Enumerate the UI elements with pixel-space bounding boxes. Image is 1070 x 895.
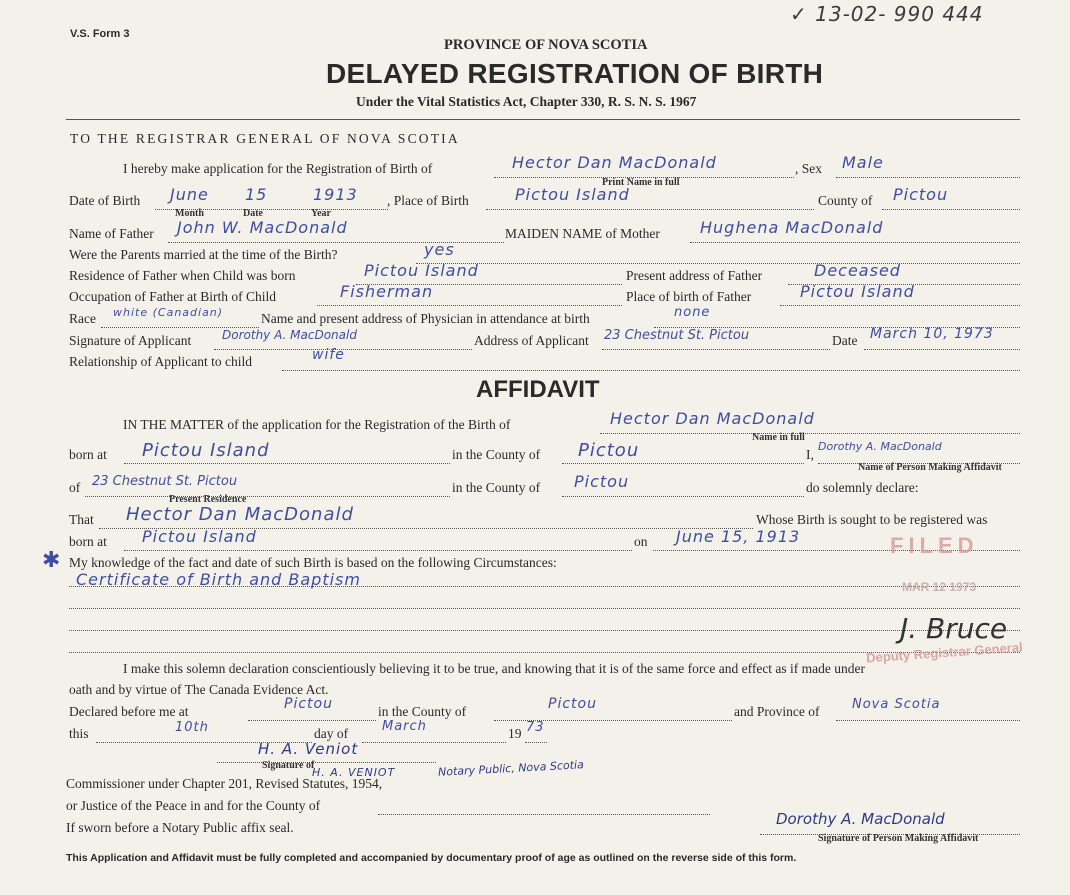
registrar-line: TO THE REGISTRAR GENERAL OF NOVA SCOTIA bbox=[70, 131, 460, 146]
mother-label: MAIDEN NAME of Mother bbox=[505, 226, 660, 241]
page-title: DELAYED REGISTRATION OF BIRTH bbox=[326, 58, 824, 89]
declare-label: do solemnly declare: bbox=[806, 480, 919, 495]
day-of-field[interactable]: March bbox=[382, 719, 427, 734]
sex-line bbox=[836, 177, 1020, 178]
circumstances-field[interactable]: Certificate of Birth and Baptism bbox=[76, 570, 361, 589]
child-name-field[interactable]: Hector Dan MacDonald bbox=[512, 153, 717, 172]
father-label: Name of Father bbox=[69, 226, 154, 241]
declaration-line-1: I make this solemn declaration conscientiously believing it to be true, and knowing that it is of the same force and effect as if made under bbox=[123, 661, 866, 676]
affidavit-county2-field[interactable]: Pictou bbox=[574, 472, 630, 491]
declared-county-label: in the County of bbox=[378, 704, 467, 719]
dob-month-field[interactable]: June bbox=[170, 185, 209, 204]
relationship-line bbox=[282, 370, 1020, 371]
form-number: V.S. Form 3 bbox=[70, 28, 130, 40]
affidavit-county-label: in the County of bbox=[452, 447, 541, 462]
on-field[interactable]: June 15, 1913 bbox=[676, 527, 801, 546]
month-caption: Month bbox=[175, 208, 204, 219]
declaration-line-2: oath and by virtue of The Canada Evidence Act. bbox=[69, 682, 329, 697]
affidavit-county-line bbox=[562, 463, 804, 464]
commissioner-signature-line bbox=[217, 762, 436, 763]
father-field[interactable]: John W. MacDonald bbox=[177, 218, 348, 237]
province-line bbox=[836, 720, 1020, 721]
residence-label: Residence of Father when Child was born bbox=[69, 268, 296, 283]
matter-label: IN THE MATTER of the application for the Registration of the Birth of bbox=[123, 417, 511, 432]
affiant-signature-caption: Signature of Person Making Affidavit bbox=[818, 833, 979, 844]
married-label: Were the Parents married at the time of the Birth? bbox=[69, 247, 338, 262]
born-at2-label: born at bbox=[69, 534, 107, 549]
page-subtitle: Under the Vital Statistics Act, Chapter 330, R. S. N. S. 1967 bbox=[356, 94, 697, 109]
deputy-stamp: Deputy Registrar General bbox=[865, 639, 1024, 666]
whose-birth-label: Whose Birth is sought to be registered was bbox=[756, 512, 988, 527]
relationship-field[interactable]: wife bbox=[312, 347, 345, 363]
place-line bbox=[486, 209, 814, 210]
i-label: I, bbox=[806, 447, 814, 462]
notary-seal-label: If sworn before a Notary Public affix seal. bbox=[66, 820, 294, 835]
justice-label: or Justice of the Peace in and for the County of bbox=[66, 798, 321, 813]
application-date-line bbox=[864, 349, 1020, 350]
filed-date-stamp: MAR 12 1973 bbox=[902, 580, 977, 594]
affiant-name-field[interactable]: Dorothy A. MacDonald bbox=[818, 440, 942, 453]
commissioner-signature: H. A. Veniot bbox=[258, 740, 359, 758]
residence-field[interactable]: Pictou Island bbox=[364, 261, 479, 280]
of-label: of bbox=[69, 480, 81, 495]
on-label: on bbox=[634, 534, 648, 549]
married-line bbox=[416, 263, 1020, 264]
day-of-label: day of bbox=[314, 726, 349, 741]
year-caption: Year bbox=[311, 208, 331, 219]
day-of-line bbox=[362, 742, 506, 743]
declared-label: Declared before me at bbox=[69, 704, 189, 719]
married-field[interactable]: yes bbox=[424, 240, 455, 259]
affidavit-county-field[interactable]: Pictou bbox=[578, 440, 640, 461]
intro-label: I hereby make application for the Registration of Birth of bbox=[123, 161, 433, 176]
header-note: ✓ 13-02- 990 444 bbox=[790, 2, 984, 26]
county-field[interactable]: Pictou bbox=[893, 185, 949, 204]
dob-label: Date of Birth bbox=[69, 193, 141, 208]
born-at2-line bbox=[124, 550, 632, 551]
that-label: That bbox=[69, 512, 94, 527]
present-residence-caption: Present Residence bbox=[169, 494, 247, 505]
declared-line bbox=[248, 720, 376, 721]
affidavit-heading: AFFIDAVIT bbox=[476, 376, 600, 403]
province-heading: PROVINCE OF NOVA SCOTIA bbox=[444, 37, 648, 53]
affiant-caption: Name of Person Making Affidavit bbox=[858, 462, 1002, 473]
name-in-full-caption: Name in full bbox=[752, 432, 805, 443]
commissioner-label: Commissioner under Chapter 201, Revised Statutes, 1954, bbox=[66, 776, 383, 791]
born-at2-field[interactable]: Pictou Island bbox=[142, 527, 257, 546]
place-of-birth-field[interactable]: Pictou Island bbox=[515, 185, 630, 204]
race-label: Race bbox=[69, 311, 96, 326]
affiant-signature: Dorothy A. MacDonald bbox=[776, 810, 945, 828]
affidavit-residence-field[interactable]: 23 Chestnut St. Pictou bbox=[92, 474, 238, 489]
affidavit-county2-label: in the County of bbox=[452, 480, 541, 495]
applicant-address-field[interactable]: 23 Chestnut St. Pictou bbox=[604, 328, 750, 343]
knowledge-label: My knowledge of the fact and date of such Birth is based on the following Circumstances: bbox=[69, 555, 557, 570]
date-caption: Date bbox=[243, 208, 263, 219]
dob-year-field[interactable]: 1913 bbox=[313, 185, 358, 204]
circumstances-line-3 bbox=[69, 630, 1020, 631]
county-line bbox=[882, 209, 1020, 210]
province-field[interactable]: Nova Scotia bbox=[852, 697, 941, 712]
print-name-caption: Print Name in full bbox=[602, 177, 680, 188]
father-birthplace-line bbox=[780, 305, 1020, 306]
year-prefix-label: 19 bbox=[508, 726, 522, 741]
circumstances-line-2 bbox=[69, 608, 1020, 609]
occupation-label: Occupation of Father at Birth of Child bbox=[69, 289, 276, 304]
applicant-address-label: Address of Applicant bbox=[474, 333, 589, 348]
asterisk-mark: ✱ bbox=[42, 548, 61, 573]
year-line bbox=[525, 742, 547, 743]
father-birthplace-label: Place of birth of Father bbox=[626, 289, 752, 304]
occupation-line bbox=[317, 305, 622, 306]
applicant-address-line bbox=[602, 349, 830, 350]
applicant-signature-label: Signature of Applicant bbox=[69, 333, 192, 348]
place-of-birth-label: , Place of Birth bbox=[387, 193, 469, 208]
declared-county-field[interactable]: Pictou bbox=[548, 696, 597, 712]
matter-name-field[interactable]: Hector Dan MacDonald bbox=[610, 409, 815, 428]
physician-label: Name and present address of Physician in attendance at birth bbox=[261, 311, 590, 326]
relationship-label: Relationship of Applicant to child bbox=[69, 354, 252, 369]
father-birthplace-field[interactable]: Pictou Island bbox=[800, 282, 915, 301]
present-address-label: Present address of Father bbox=[626, 268, 763, 283]
born-at-field[interactable]: Pictou Island bbox=[142, 440, 270, 461]
year-field[interactable]: 73 bbox=[526, 720, 545, 735]
mother-field[interactable]: Hughena MacDonald bbox=[700, 218, 884, 237]
occupation-field[interactable]: Fisherman bbox=[340, 282, 434, 301]
born-at-line bbox=[124, 463, 450, 464]
dob-day-field[interactable]: 15 bbox=[245, 185, 268, 204]
physician-field[interactable]: none bbox=[674, 305, 711, 320]
applicant-signature-field[interactable]: Dorothy A. MacDonald bbox=[222, 328, 357, 342]
footer-note: This Application and Affidavit must be fully completed and accompanied by documentary proof of age as outlined on the reverse side of this form. bbox=[66, 852, 797, 864]
application-date-label: Date bbox=[832, 333, 858, 348]
this-field[interactable]: 10th bbox=[175, 720, 209, 735]
mother-line bbox=[690, 242, 1020, 243]
application-date-field[interactable]: March 10, 1973 bbox=[870, 326, 994, 342]
this-label: this bbox=[69, 726, 89, 741]
registrar-signature: J. Bruce bbox=[900, 612, 1008, 645]
that-field[interactable]: Hector Dan MacDonald bbox=[126, 504, 354, 525]
notary-note: Notary Public, Nova Scotia bbox=[437, 758, 585, 779]
born-at-label: born at bbox=[69, 447, 107, 462]
residence2-line bbox=[85, 496, 450, 497]
race-field[interactable]: white (Canadian) bbox=[113, 306, 224, 319]
matter-line bbox=[600, 433, 1020, 434]
justice-line bbox=[378, 814, 710, 815]
sex-label: , Sex bbox=[795, 161, 822, 176]
affidavit-county2-line bbox=[562, 496, 804, 497]
commissioner-printed-name: H. A. VENIOT bbox=[312, 766, 396, 779]
province-label: and Province of bbox=[734, 704, 820, 719]
signature-of-caption: Signature of bbox=[262, 760, 315, 771]
present-address-field[interactable]: Deceased bbox=[814, 261, 901, 280]
filed-stamp: FILED bbox=[890, 533, 979, 558]
sex-field[interactable]: Male bbox=[842, 153, 884, 172]
header-divider bbox=[66, 119, 1020, 120]
declared-field[interactable]: Pictou bbox=[284, 696, 333, 712]
county-label: County of bbox=[818, 193, 873, 208]
